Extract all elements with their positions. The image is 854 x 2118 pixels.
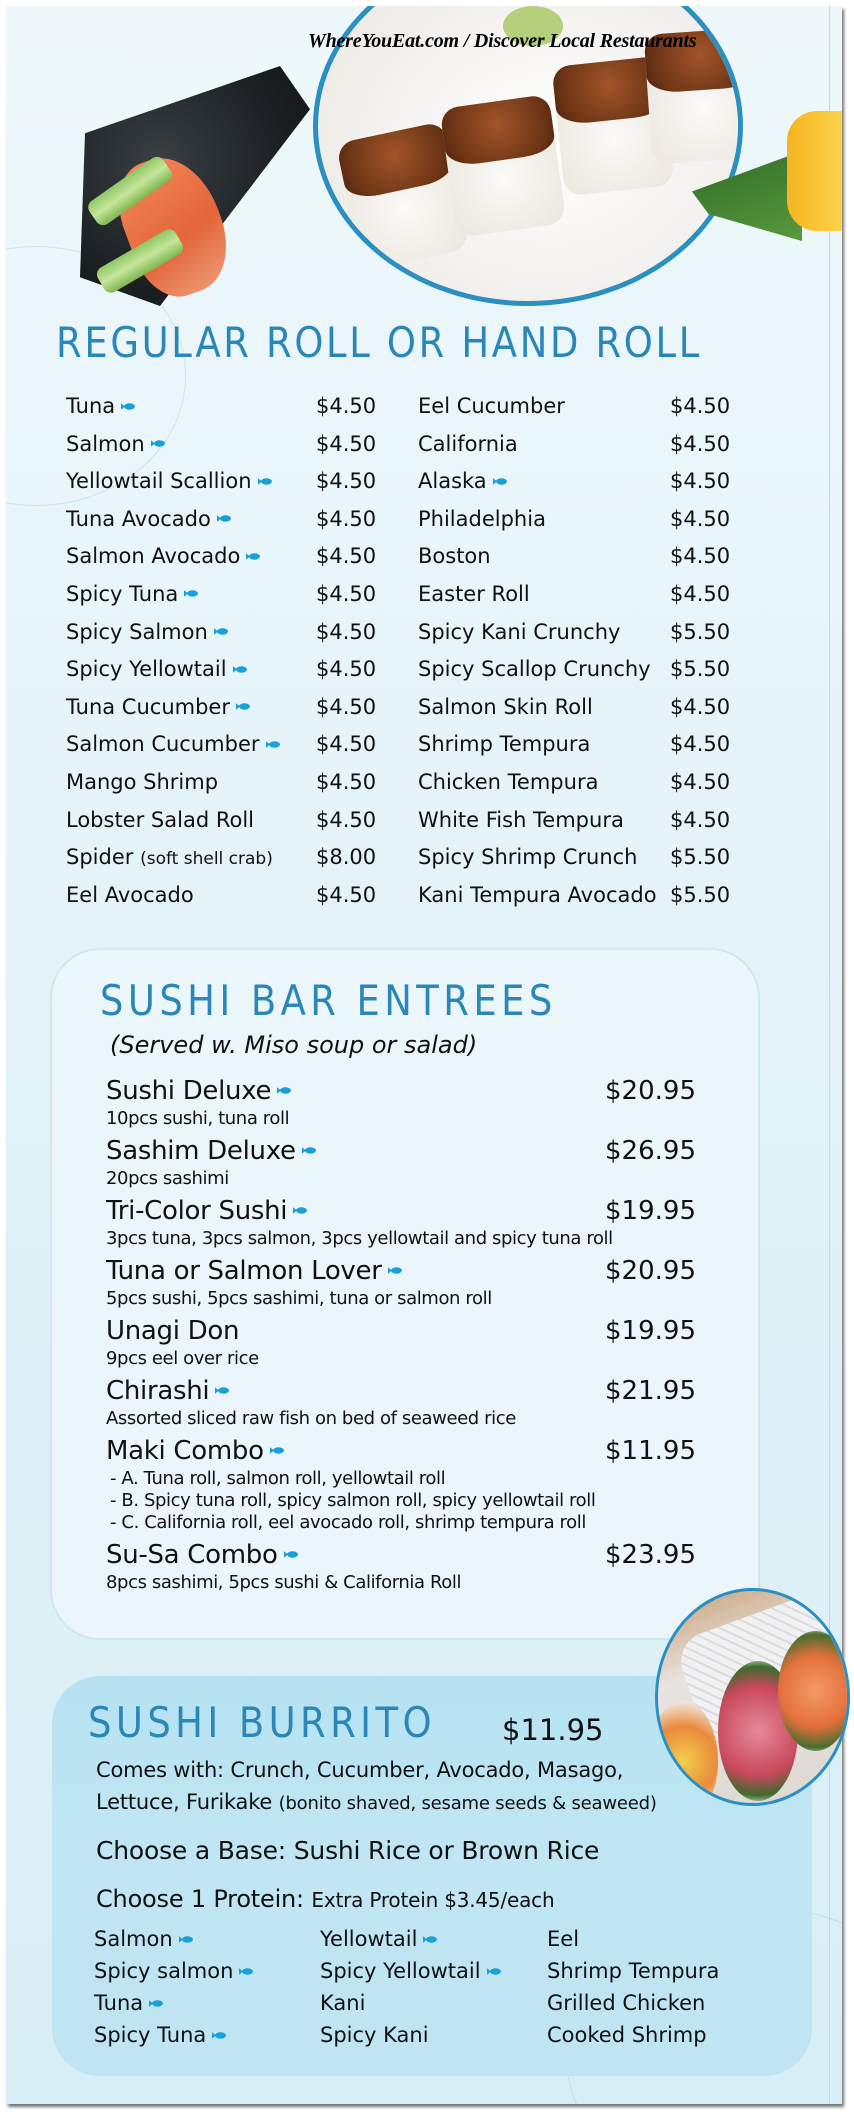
burrito-comes-with-main: Lettuce, Furikake	[96, 1790, 279, 1814]
protein-name: Salmon	[94, 1927, 173, 1951]
menu-item	[418, 463, 738, 501]
burrito-protein-heading	[96, 1885, 554, 1913]
item-price: $5.50	[670, 657, 731, 682]
entree-price: $20.95	[605, 1256, 696, 1286]
fish-icon	[270, 1447, 284, 1454]
menu-item	[418, 726, 738, 764]
entree-description: 8pcs sashimi, 5pcs sushi & California Roll	[106, 1572, 462, 1593]
item-name	[66, 764, 218, 802]
entree-description: Assorted sliced raw fish on bed of seaweed rice	[106, 1408, 516, 1429]
item-name-text: California	[418, 431, 518, 456]
item-name-text: Tuna Avocado	[66, 506, 211, 531]
entree-price: $21.95	[605, 1376, 696, 1406]
menu-item	[66, 689, 386, 727]
protein-option	[547, 1955, 719, 1987]
item-name-text: Spicy Kani Crunchy	[418, 619, 621, 644]
item-name-text: Salmon Skin Roll	[418, 694, 593, 719]
item-name	[418, 726, 590, 764]
entree-name-text: Maki Combo	[106, 1436, 264, 1466]
entree-name-text: Tri-Color Sushi	[106, 1196, 288, 1226]
item-name	[66, 726, 280, 764]
entree-item	[106, 1074, 696, 1130]
menu-item	[66, 463, 386, 501]
item-name-text: Eel Cucumber	[418, 394, 565, 418]
burrito-comes-with-cont	[96, 1790, 657, 1814]
item-name-text: Tuna	[66, 394, 116, 418]
item-name	[66, 802, 254, 840]
item-price: $4.50	[316, 769, 377, 794]
protein-label: Choose 1 Protein:	[96, 1885, 312, 1913]
item-name	[418, 501, 546, 539]
item-name	[418, 764, 598, 802]
fish-icon	[217, 515, 231, 522]
item-name-text: Mango Shrimp	[66, 769, 219, 794]
entree-item	[106, 1314, 696, 1370]
combo-option: - B. Spicy tuna roll, spicy salmon roll, spicy yellowtail roll	[110, 1490, 596, 1511]
item-name-text: Shrimp Tempura	[418, 732, 591, 757]
item-name	[418, 463, 507, 501]
fish-icon	[184, 590, 198, 597]
entree-item	[106, 1374, 696, 1430]
fish-icon	[293, 1207, 307, 1214]
item-name-text: Philadelphia	[418, 506, 546, 531]
item-name	[66, 388, 135, 426]
item-name-text: Spicy Salmon	[66, 619, 208, 644]
menu-item	[66, 877, 386, 915]
item-price: $4.50	[316, 882, 377, 907]
item-name	[418, 839, 638, 877]
item-name	[66, 576, 198, 614]
item-name-text: Spicy Scallop Crunchy	[418, 657, 651, 682]
watermark: WhereYouEat.com / Discover Local Restaurants	[308, 30, 697, 52]
item-name-text: Salmon Cucumber	[66, 732, 260, 757]
fish-icon	[121, 403, 135, 410]
item-price: $4.50	[316, 619, 377, 644]
protein-name: Grilled Chicken	[547, 1991, 706, 2015]
section-title-regular-roll: REGULAR ROLL OR HAND ROLL	[56, 318, 703, 367]
item-name	[66, 463, 272, 501]
entree-name-text: Tuna or Salmon Lover	[106, 1256, 382, 1286]
fish-icon	[388, 1267, 402, 1274]
sushi-burrito-photo	[655, 1588, 850, 1806]
item-price: $4.50	[670, 544, 731, 569]
menu-item	[418, 426, 738, 464]
item-price: $4.50	[670, 469, 731, 494]
entree-price: $19.95	[605, 1316, 696, 1346]
protein-column	[94, 1923, 253, 2051]
item-price: $4.50	[670, 394, 731, 418]
fish-icon	[239, 1968, 253, 1975]
entree-price: $11.95	[605, 1436, 696, 1466]
protein-option	[94, 1987, 253, 2019]
fish-icon	[212, 2032, 226, 2039]
protein-option	[320, 1923, 501, 1955]
regular-roll-list-left	[66, 388, 386, 914]
furikake-note: (bonito shaved, sesame seeds & seaweed)	[278, 1793, 657, 1814]
item-name-text: Salmon	[66, 431, 145, 456]
entree-name-text: Chirashi	[106, 1376, 210, 1406]
menu-item	[66, 426, 386, 464]
item-name-text: Boston	[418, 544, 491, 569]
protein-column	[547, 1923, 719, 2051]
item-price: $4.50	[316, 431, 377, 456]
entree-item	[106, 1538, 696, 1594]
item-name-text: Spicy Shrimp Crunch	[418, 845, 638, 870]
item-name	[418, 802, 624, 840]
item-name-text: Lobster Salad Roll	[66, 807, 254, 832]
protein-name: Tuna	[94, 1991, 144, 2015]
menu-item	[418, 576, 738, 614]
entree-item	[106, 1134, 696, 1190]
item-name	[66, 538, 260, 576]
fish-icon	[423, 1936, 437, 1943]
entree-description: 9pcs eel over rice	[106, 1348, 259, 1369]
entree-description: 5pcs sushi, 5pcs sashimi, tuna or salmon roll	[106, 1288, 492, 1309]
item-name-text: Tuna Cucumber	[66, 694, 230, 719]
item-name-text: Easter Roll	[418, 581, 530, 606]
menu-item	[66, 538, 386, 576]
item-price: $4.50	[316, 657, 377, 682]
entree-price: $23.95	[605, 1540, 696, 1570]
burrito-comes-with: Comes with: Crunch, Cucumber, Avocado, Masago,	[96, 1758, 624, 1782]
item-price: $4.50	[670, 732, 731, 757]
menu-item	[418, 388, 738, 426]
menu-item	[66, 726, 386, 764]
protein-name: Eel	[547, 1927, 580, 1951]
menu-item	[66, 802, 386, 840]
item-name	[418, 388, 565, 426]
item-name-text: Spicy Tuna	[66, 581, 179, 606]
item-price: $4.50	[670, 807, 731, 832]
protein-name: Yellowtail	[320, 1927, 418, 1951]
item-name	[66, 839, 273, 879]
item-price: $4.50	[316, 469, 377, 494]
item-price: $8.00	[316, 845, 377, 870]
fish-icon	[246, 553, 260, 560]
fish-icon	[277, 1087, 291, 1094]
menu-item	[418, 802, 738, 840]
protein-name: Kani	[320, 1991, 366, 2015]
item-name-text: Eel Avocado	[66, 882, 194, 907]
item-name	[66, 651, 247, 689]
item-price: $4.50	[670, 769, 731, 794]
item-price: $5.50	[670, 882, 731, 907]
item-name-text: Spider	[66, 845, 134, 870]
menu-item	[418, 538, 738, 576]
menu-item	[418, 877, 738, 915]
fish-icon	[233, 666, 247, 673]
item-price: $4.50	[670, 431, 731, 456]
protein-option	[320, 1955, 501, 1987]
entree-price: $26.95	[605, 1136, 696, 1166]
item-name-text: Spicy Yellowtail	[66, 657, 227, 682]
item-price: $4.50	[316, 394, 377, 418]
fish-icon	[284, 1551, 298, 1558]
item-price: $4.50	[316, 506, 377, 531]
menu-item	[66, 576, 386, 614]
protein-option	[320, 1987, 501, 2019]
combo-option: - A. Tuna roll, salmon roll, yellowtail roll	[110, 1468, 446, 1489]
fish-icon	[487, 1968, 501, 1975]
item-price: $4.50	[670, 581, 731, 606]
item-name-text: White Fish Tempura	[418, 807, 624, 832]
menu-item	[66, 764, 386, 802]
menu-item	[418, 501, 738, 539]
fish-icon	[149, 2000, 163, 2007]
protein-option	[94, 2019, 253, 2051]
entree-description: 10pcs sushi, tuna roll	[106, 1108, 290, 1129]
item-name	[418, 651, 651, 689]
protein-option	[94, 1955, 253, 1987]
item-name-text: Chicken Tempura	[418, 769, 599, 794]
fish-icon	[266, 741, 280, 748]
fish-icon	[236, 703, 250, 710]
item-name	[66, 501, 231, 539]
fish-icon	[151, 440, 165, 447]
menu-item	[418, 689, 738, 727]
item-name	[66, 426, 165, 464]
entree-item	[106, 1194, 696, 1250]
item-name	[418, 576, 530, 614]
fish-icon	[215, 1387, 229, 1394]
item-price: $4.50	[670, 506, 731, 531]
entree-name-text: Sashim Deluxe	[106, 1136, 296, 1166]
item-price: $4.50	[670, 694, 731, 719]
item-name	[66, 614, 228, 652]
entree-price: $19.95	[605, 1196, 696, 1226]
combo-option: - C. California roll, eel avocado roll, shrimp tempura roll	[110, 1512, 586, 1533]
burrito-base-choice: Choose a Base: Sushi Rice or Brown Rice	[96, 1836, 600, 1865]
entree-item	[106, 1434, 696, 1534]
protein-column	[320, 1923, 501, 2051]
menu-item	[66, 388, 386, 426]
entrees-list	[106, 1074, 696, 1598]
item-name-text: Salmon Avocado	[66, 544, 241, 569]
entree-name-text: Unagi Don	[106, 1316, 240, 1346]
item-note: (soft shell crab)	[140, 849, 273, 870]
fish-icon	[214, 628, 228, 635]
menu-item	[66, 501, 386, 539]
burrito-price: $11.95	[502, 1713, 604, 1747]
protein-name: Shrimp Tempura	[547, 1959, 720, 1983]
item-name-text: Alaska	[418, 469, 487, 494]
protein-option	[547, 1987, 719, 2019]
item-name	[418, 426, 518, 464]
section-title-burrito: SUSHI BURRITO	[88, 1698, 436, 1747]
extra-protein-price: Extra Protein $3.45/each	[311, 1888, 555, 1912]
page-fold	[829, 6, 830, 2104]
menu-item	[418, 651, 738, 689]
entree-description: 3pcs tuna, 3pcs salmon, 3pcs yellowtail and spicy tuna roll	[106, 1228, 613, 1249]
entree-description: 20pcs sashimi	[106, 1168, 229, 1189]
protein-name: Spicy Tuna	[94, 2023, 207, 2047]
fish-icon	[493, 478, 507, 485]
protein-name: Spicy salmon	[94, 1959, 234, 1983]
menu-item	[66, 614, 386, 652]
fish-icon	[302, 1147, 316, 1154]
item-name	[418, 614, 620, 652]
item-name	[66, 877, 194, 915]
item-name	[418, 877, 657, 915]
entree-item	[106, 1254, 696, 1310]
entree-name-text: Su-Sa Combo	[106, 1540, 278, 1570]
item-price: $4.50	[316, 694, 377, 719]
item-name-text: Kani Tempura Avocado	[418, 882, 657, 907]
protein-option	[547, 1923, 719, 1955]
item-name-text: Yellowtail Scallion	[66, 469, 252, 494]
item-name	[418, 689, 593, 727]
fish-icon	[258, 478, 272, 485]
regular-roll-list-right	[418, 388, 738, 914]
entrees-subtitle: (Served w. Miso soup or salad)	[110, 1031, 478, 1059]
item-price: $4.50	[316, 581, 377, 606]
hand-roll-photo	[46, 46, 306, 306]
protein-option	[320, 2019, 501, 2051]
item-price: $4.50	[316, 732, 377, 757]
item-price: $5.50	[670, 845, 731, 870]
tamago-photo	[787, 111, 842, 231]
menu-item	[66, 839, 386, 877]
protein-option	[94, 1923, 253, 1955]
item-price: $5.50	[670, 619, 731, 644]
entree-price: $20.95	[605, 1076, 696, 1106]
item-price: $4.50	[316, 807, 377, 832]
item-name	[418, 538, 491, 576]
menu-item	[418, 839, 738, 877]
entree-name-text: Sushi Deluxe	[106, 1076, 272, 1106]
fish-icon	[179, 1936, 193, 1943]
section-title-entrees: SUSHI BAR ENTREES	[100, 976, 557, 1025]
menu-item	[418, 764, 738, 802]
menu-item	[418, 614, 738, 652]
item-price: $4.50	[316, 544, 377, 569]
protein-name: Cooked Shrimp	[547, 2023, 707, 2047]
protein-option	[547, 2019, 719, 2051]
protein-name: Spicy Kani	[320, 2023, 429, 2047]
protein-name: Spicy Yellowtail	[320, 1959, 481, 1983]
menu-item	[66, 651, 386, 689]
item-name	[66, 689, 250, 727]
